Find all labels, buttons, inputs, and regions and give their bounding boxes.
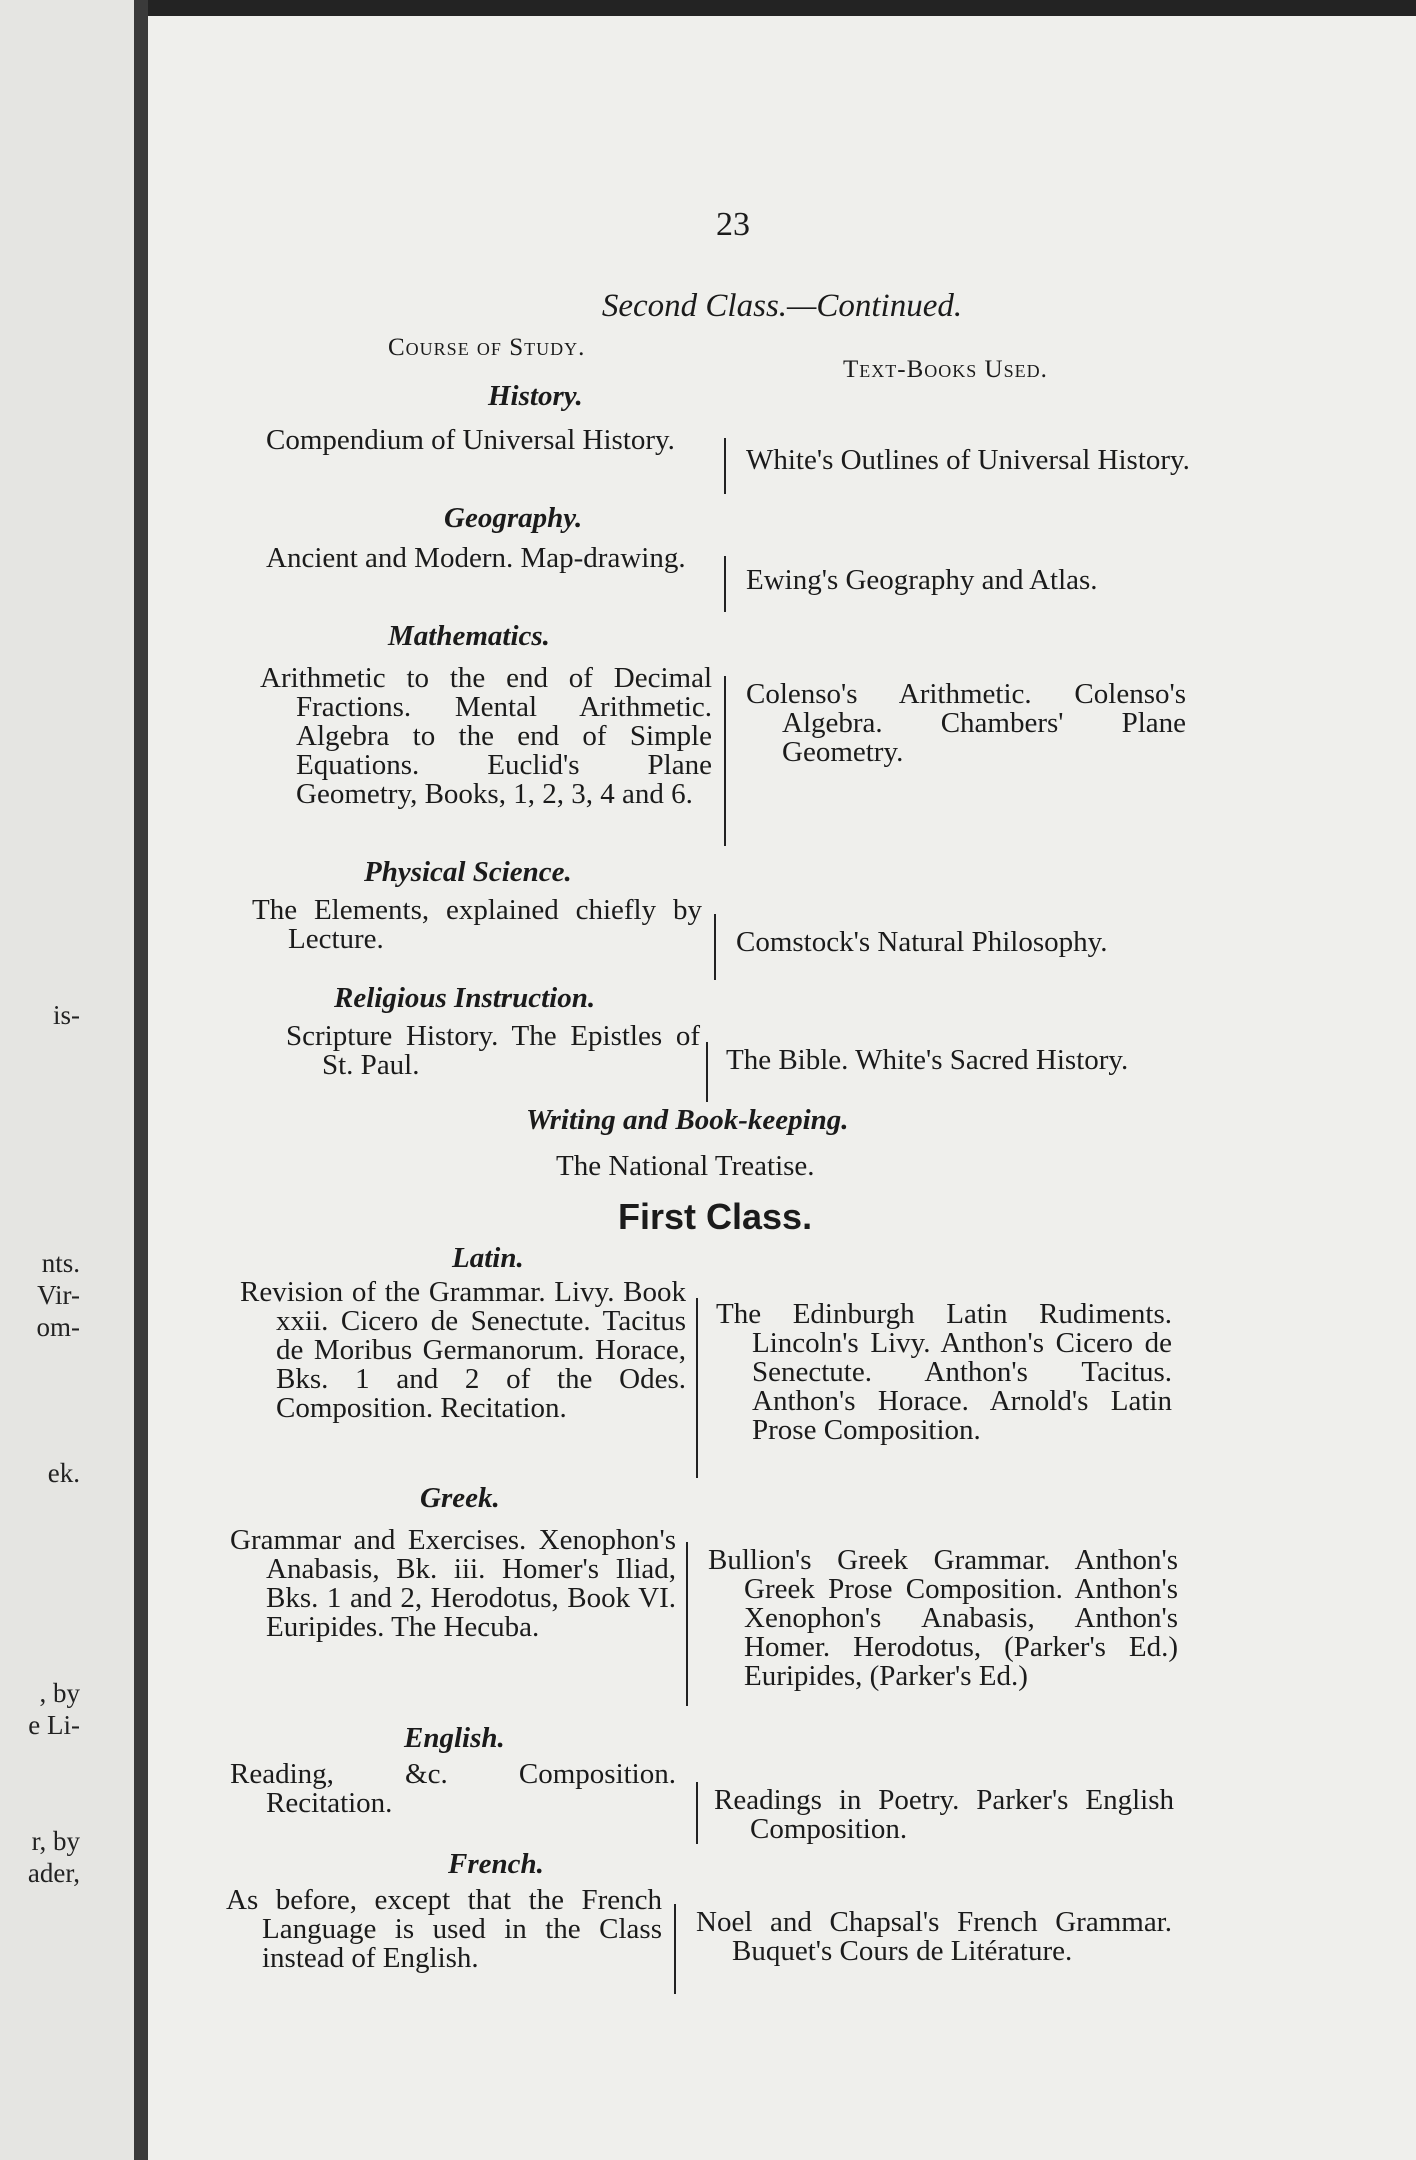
column-header-books: Text-Books Used. (843, 356, 1048, 383)
fragment: is- (53, 1000, 80, 1030)
column-rule (724, 676, 726, 846)
writing-textbook: The National Treatise. (556, 1150, 815, 1182)
column-rule (696, 1298, 698, 1478)
subject-heading: English. (404, 1722, 505, 1754)
first-class-title: First Class. (618, 1196, 813, 1237)
subject-heading: Latin. (452, 1242, 524, 1274)
fragment: r, by (31, 1826, 80, 1856)
fragment: , by (39, 1678, 80, 1708)
column-rule (686, 1542, 688, 1706)
textbook-text: The Bible. White's Sacred History. (726, 1044, 1129, 1076)
section-continued-title: Second Class.—Continued. (601, 288, 963, 324)
subject-heading: Greek. (420, 1482, 500, 1514)
scan-top-shadow (0, 0, 1416, 16)
course-text: Reading, &c. Composition. Recitation. (230, 1758, 676, 1819)
column-rule (696, 1782, 698, 1844)
column-rule (714, 914, 716, 980)
column-rule (706, 1042, 708, 1102)
course-text: Compendium of Universal History. (266, 424, 675, 456)
fragment: e Li- (28, 1710, 80, 1740)
subject-heading: Writing and Book-keeping. (526, 1104, 849, 1136)
subject-heading: History. (488, 380, 583, 412)
subject-heading: Religious Instruction. (334, 982, 596, 1014)
textbook-text: Ewing's Geography and Atlas. (746, 564, 1098, 596)
fragment: ader, (27, 1858, 80, 1888)
textbook-text: Noel and Chapsal's French Grammar. Buquet's Cours de Litérature. (696, 1906, 1172, 1967)
course-text: Arithmetic to the end of Decimal Fractions. Mental Arithmetic. Algebra to the end of Simple Equations. Euclid's Plane Geometry, Books, 1, 2, 3, 4 and 6. (260, 662, 712, 810)
page-number: 23 (716, 206, 750, 243)
course-text: Grammar and Exercises. Xenophon's Anabasis, Bk. iii. Homer's Iliad, Bks. 1 and 2, Herodotus, Book VI. Euripides. The Hecuba. (230, 1524, 676, 1643)
textbook-text: Colenso's Arithmetic. Colenso's Algebra. Chambers' Plane Geometry. (746, 678, 1186, 768)
page (148, 16, 1416, 2160)
course-text: As before, except that the French Language is used in the Class instead of English. (226, 1884, 662, 1974)
subject-heading: Physical Science. (364, 856, 572, 888)
facing-page-edge (0, 0, 143, 2160)
column-rule (724, 438, 726, 494)
textbook-text: The Edinburgh Latin Rudiments. Lincoln's Livy. Anthon's Cicero de Senectute. Anthon's Tacitus. Anthon's Horace. Arnold's Latin Prose Composition. (716, 1298, 1172, 1446)
fragment: ek. (47, 1458, 80, 1488)
column-header-course: Course of Study. (388, 334, 586, 361)
textbook-text: Comstock's Natural Philosophy. (736, 926, 1108, 958)
subject-heading: French. (448, 1848, 544, 1880)
column-rule (674, 1904, 676, 1994)
subject-heading: Geography. (444, 502, 583, 534)
course-text: Ancient and Modern. Map-drawing. (266, 542, 686, 574)
subject-heading: Mathematics. (388, 620, 550, 652)
textbook-text: White's Outlines of Universal History. (746, 444, 1190, 476)
fragment: om- (36, 1312, 80, 1342)
course-text: Revision of the Grammar. Livy. Book xxii. Cicero de Senectute. Tacitus de Moribus Germanorum. Horace, Bks. 1 and 2 of the Odes. Composition. Recitation. (240, 1276, 686, 1424)
textbook-text: Readings in Poetry. Parker's English Composition. (714, 1784, 1174, 1845)
course-text: Scripture History. The Epistles of St. Paul. (286, 1020, 700, 1081)
fragment: nts. (41, 1248, 80, 1278)
course-text: The Elements, explained chiefly by Lecture. (252, 894, 702, 955)
book-spine (134, 0, 148, 2160)
column-rule (724, 556, 726, 612)
fragment: Vir- (37, 1280, 80, 1310)
textbook-text: Bullion's Greek Grammar. Anthon's Greek Prose Composition. Anthon's Xenophon's Anabasis, Anthon's Homer. Herodotus, (Parker's Ed.) Euripides, (Parker's Ed.) (708, 1544, 1178, 1692)
